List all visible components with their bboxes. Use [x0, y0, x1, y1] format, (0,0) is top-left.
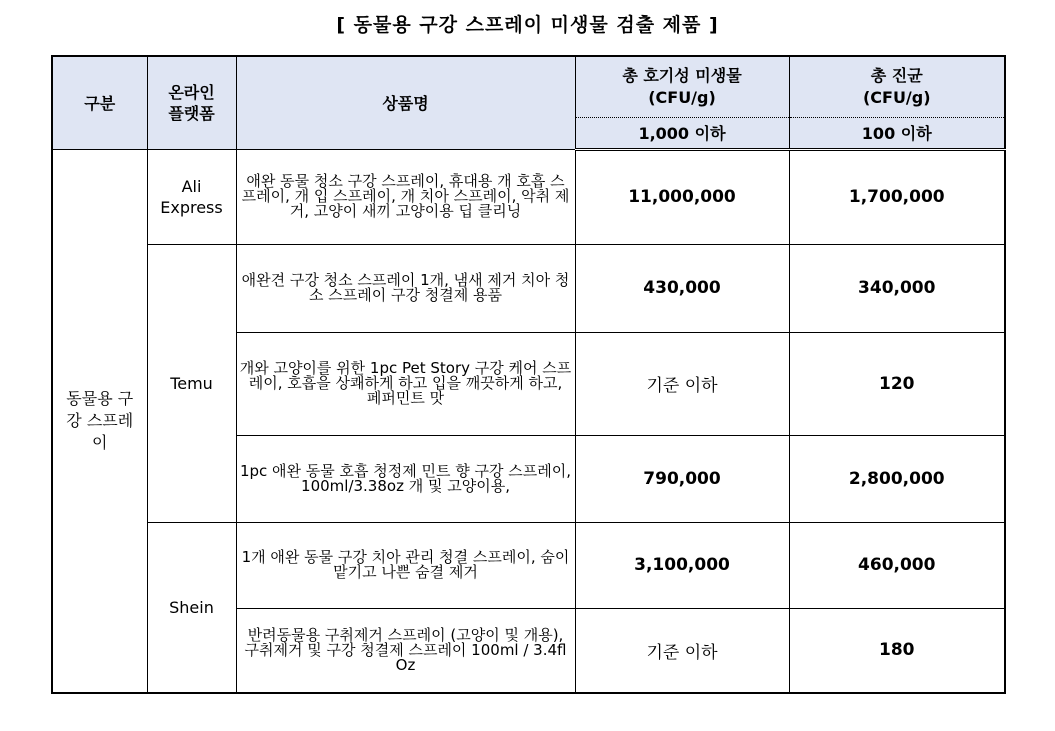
header-product: 상품명 [236, 56, 575, 149]
table-row [52, 522, 1005, 608]
product-name: 개와 고양이를 위한 1pc Pet Story 구강 케어 스프레이, 호흡을 상쾌하게 하고 입을 깨끗하게 하고, 페퍼민트 맛 [236, 332, 575, 435]
table-row [52, 244, 1005, 332]
platform-temu: Temu [147, 244, 236, 522]
header-category: 구분 [52, 56, 147, 149]
header-fungi-label: 총 진균 (CFU/g) [862, 65, 931, 107]
category-cell [52, 149, 147, 693]
fungi-value: 1,700,000 [789, 149, 1005, 244]
fungi-value: 2,800,000 [789, 435, 1005, 522]
header-aerobic [575, 56, 789, 117]
platform-ali [147, 149, 236, 244]
microbe-table [51, 55, 1006, 694]
header-platform [147, 56, 236, 149]
platform-ali-label: Ali Express [160, 176, 223, 217]
product-name: 1개 애완 동물 구강 치아 관리 청결 스프레이, 숨이 맡기고 나쁜 숨결 제거 [236, 522, 575, 608]
product-name: 애완 동물 청소 구강 스프레이, 휴대용 개 호흡 스프레이, 개 입 스프레이, 개 치아 스프레이, 악취 제거, 고양이 새끼 고양이용 딥 클리닝 [236, 149, 575, 244]
fungi-value: 460,000 [789, 522, 1005, 608]
aerobic-value: 790,000 [575, 435, 789, 522]
fungi-value: 120 [789, 332, 1005, 435]
aerobic-value: 430,000 [575, 244, 789, 332]
header-fungi-limit: 100 이하 [789, 117, 1005, 149]
aerobic-value: 3,100,000 [575, 522, 789, 608]
fungi-value: 180 [789, 608, 1005, 693]
header-aerobic-label: 총 호기성 미생물 (CFU/g) [622, 65, 742, 107]
table-row [52, 149, 1005, 244]
platform-shein: Shein [147, 522, 236, 693]
product-name: 반려동물용 구취제거 스프레이 (고양이 및 개용), 구취제거 및 구강 청결제 스프레이 100ml / 3.4fl Oz [236, 608, 575, 693]
product-name: 1pc 애완 동물 호흡 청정제 민트 향 구강 스프레이, 100ml/3.38oz 개 및 고양이용, [236, 435, 575, 522]
fungi-value: 340,000 [789, 244, 1005, 332]
category-label: 동물용 구강 스프레이 [66, 388, 134, 452]
page-title: [ 동물용 구강 스프레이 미생물 검출 제품 ] [336, 14, 719, 36]
aerobic-value: 기준 이하 [575, 608, 789, 693]
aerobic-value: 11,000,000 [575, 149, 789, 244]
product-name: 애완견 구강 청소 스프레이 1개, 냄새 제거 치아 청소 스프레이 구강 청결제 용품 [236, 244, 575, 332]
header-aerobic-limit: 1,000 이하 [575, 117, 789, 149]
aerobic-value: 기준 이하 [575, 332, 789, 435]
header-fungi [789, 56, 1005, 117]
header-platform-label: 온라인 플랫폼 [168, 82, 215, 123]
